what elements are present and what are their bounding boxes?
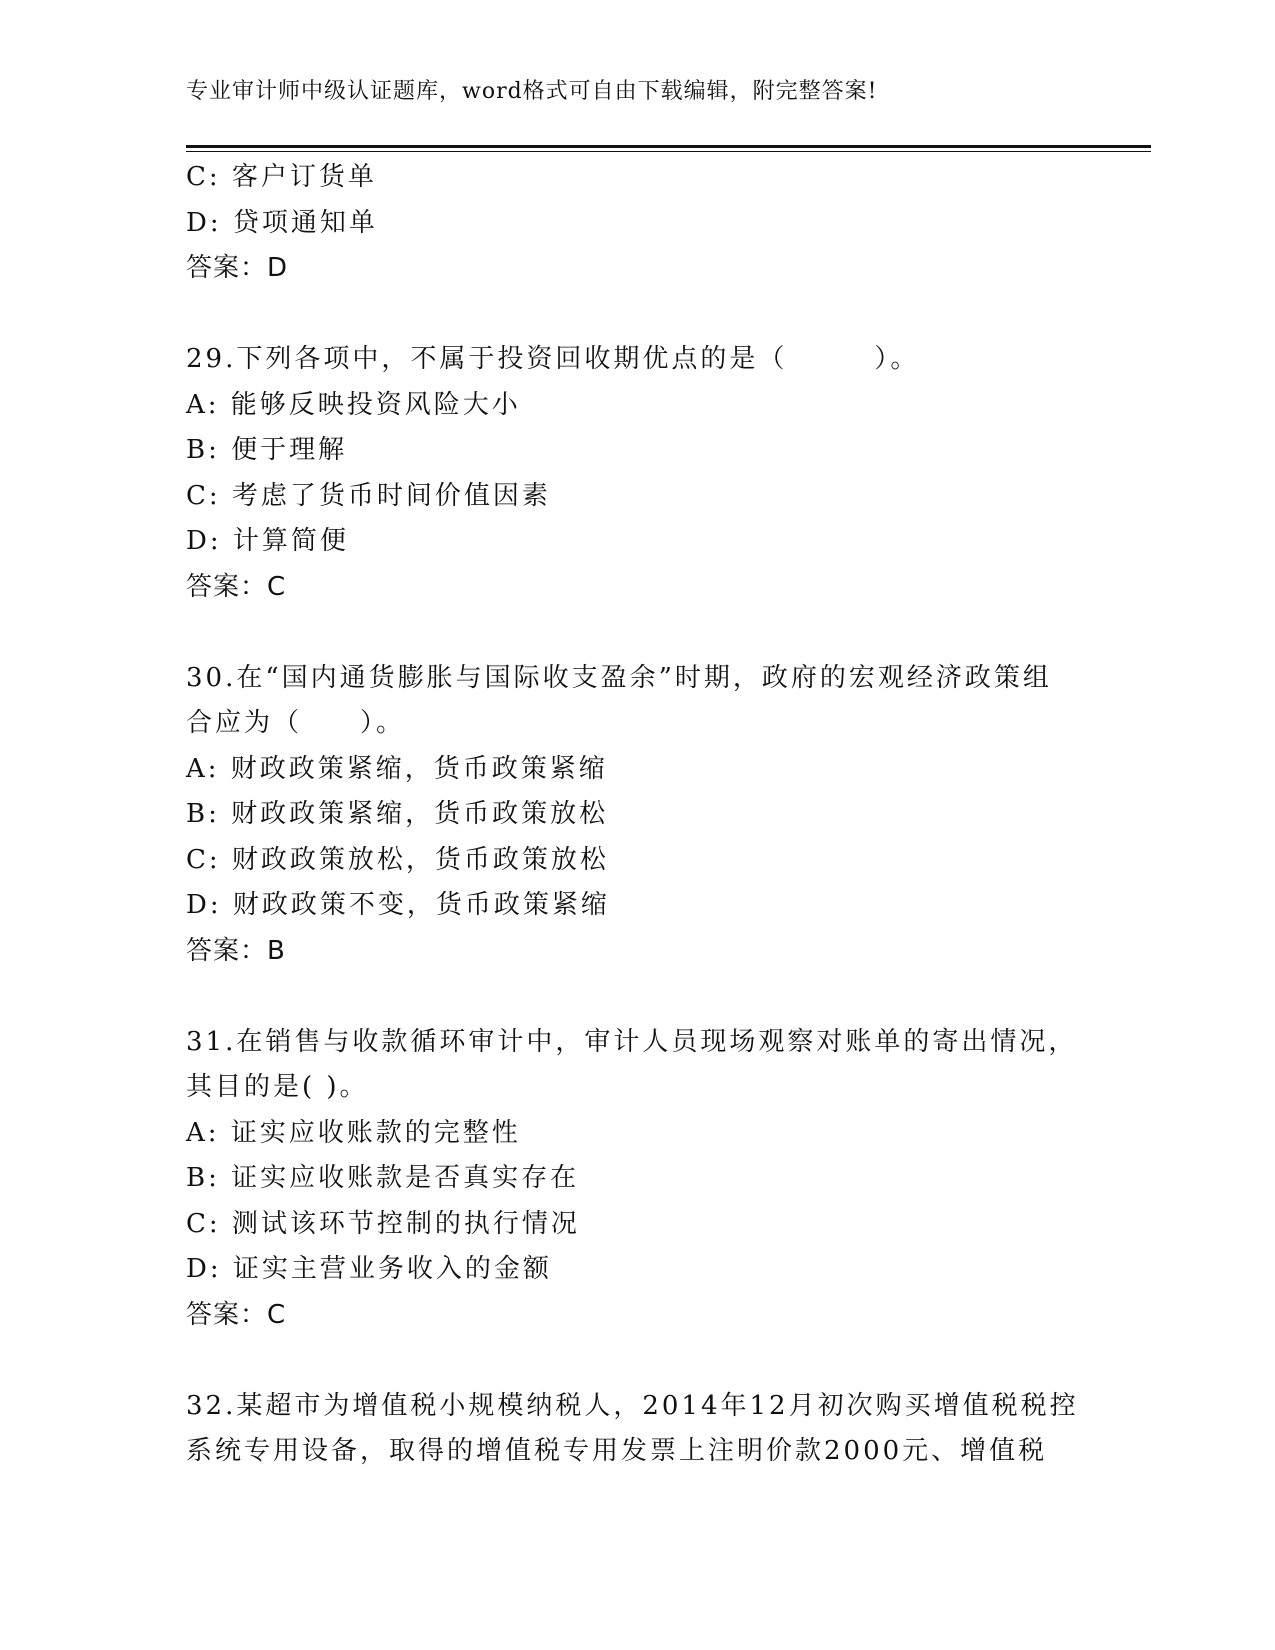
- option-c: C: 财政政策放松，货币政策放松: [186, 844, 609, 875]
- question-text-cont: 其目的是( )。: [186, 1072, 369, 1102]
- option-b: B: 财政政策紧缩，货币政策放松: [186, 799, 609, 829]
- option-a: A: 能够反映投资风险大小: [186, 389, 521, 420]
- spacer: [186, 610, 1086, 656]
- question-31: [186, 1020, 1086, 1339]
- question-32: [186, 1384, 1086, 1475]
- option-a: A: 证实应收账款的完整性: [186, 1117, 521, 1148]
- header-rule-thin: [186, 151, 1151, 152]
- question-29: [186, 337, 1086, 610]
- answer: 答案：D: [186, 253, 289, 283]
- option-a: A: 财政政策紧缩，货币政策紧缩: [186, 753, 608, 784]
- question-text-cont: 系统专用设备，取得的增值税专用发票上注明价款2000元、增值税: [186, 1436, 1048, 1466]
- option-b: B: 证实应收账款是否真实存在: [186, 1163, 580, 1193]
- option-d: D: 贷项通知单: [186, 207, 378, 238]
- answer: 答案：B: [186, 935, 286, 966]
- option-d: D: 财政政策不变，货币政策紧缩: [186, 890, 610, 920]
- option-d: D: 计算简便: [186, 526, 349, 556]
- page-header: 专业审计师中级认证题库，word格式可自由下载编辑，附完整答案!: [186, 79, 878, 104]
- spacer: [186, 292, 1086, 338]
- question-text: 32.某超市为增值税小规模纳税人，2014年12月初次购买增值税税控: [186, 1390, 1079, 1421]
- option-d: D: 证实主营业务收入的金额: [186, 1254, 552, 1284]
- question-text-cont: 合应为（ ）。: [186, 708, 406, 738]
- prev-question: [186, 155, 1086, 292]
- answer: 答案：C: [186, 571, 287, 602]
- question-text: 29.下列各项中，不属于投资回收期优点的是（ ）。: [186, 344, 920, 374]
- spacer: [186, 974, 1086, 1020]
- header-rule-thick: [186, 145, 1151, 148]
- answer: 答案：C: [186, 1299, 287, 1330]
- question-text: 30.在“国内通货膨胀与国际收支盈余”时期，政府的宏观经济政策组: [186, 662, 1052, 693]
- option-c: C: 考虑了货币时间价值因素: [186, 480, 551, 511]
- option-b: B: 便于理解: [186, 435, 348, 465]
- question-content: [186, 155, 1086, 1475]
- spacer: [186, 1338, 1086, 1384]
- option-c: C: 客户订货单: [186, 162, 377, 192]
- question-text: 31.在销售与收款循环审计中，审计人员现场观察对账单的寄出情况，: [186, 1026, 1078, 1057]
- option-c: C: 测试该环节控制的执行情况: [186, 1208, 580, 1239]
- question-30: [186, 656, 1086, 975]
